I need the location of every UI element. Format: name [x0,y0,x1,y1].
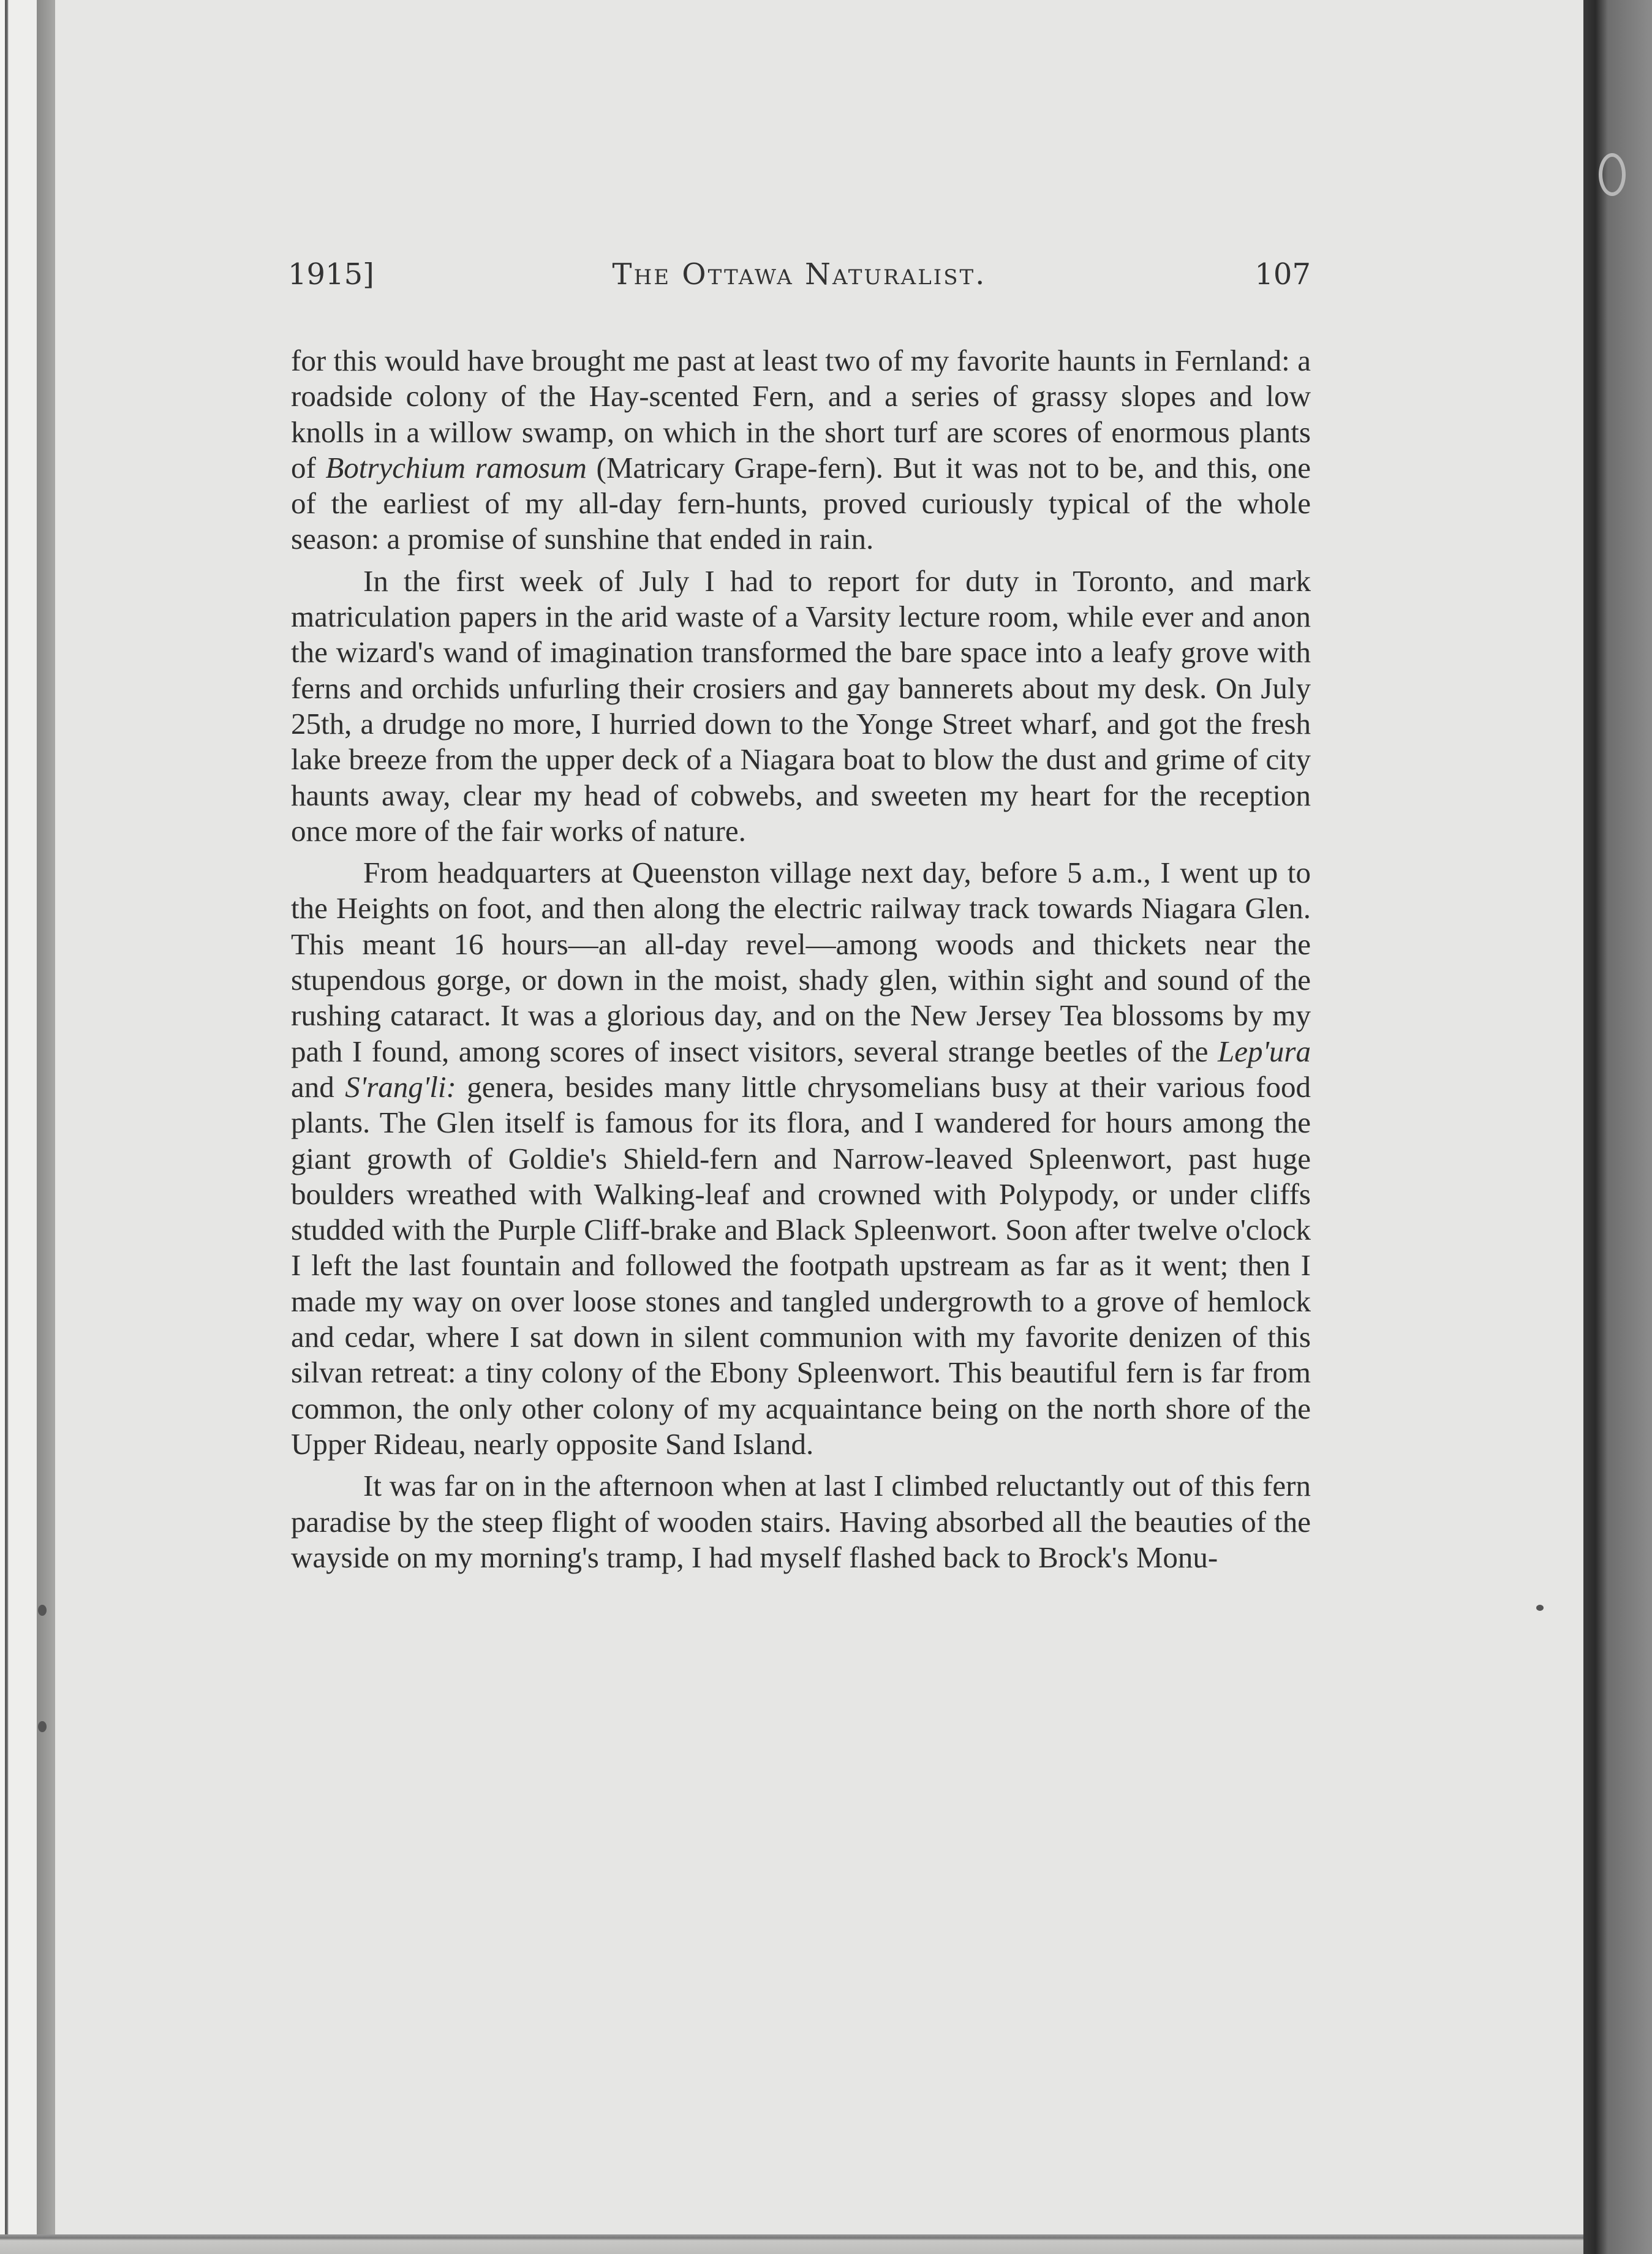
scan-background-edge [1583,0,1652,2254]
paragraph-text: In the first week of July I had to report for duty in Toronto, and mark matriculation papers in the arid waste of a Varsity lecture room, while ever and anon the wizard's wand of imagination transformed the bare space into a leafy grove with ferns and orchids unfurling their crosiers and gay bannerets about my desk. On July 25th, a drudge no more, I hurried down to the Yonge Street wharf, and got the fresh lake breeze from the upper deck of a Niagara boat to blow the dust and grime of city haunts away, clear my head of cobwebs, and sweeten my heart for the reception once more of the fair works of nature. [291,564,1311,848]
genus-name: S'rang'li: [345,1069,456,1104]
paragraph-text: for this would have brought me past at least two of my favorite haunts in Fernland: a roadside colony of the Hay-scented Fern, and a series of grassy slopes and low knolls in a willow swamp, on which in the short turf are scores of enormous plants of [291,344,1311,484]
paragraph-text: (Matricary Grape-fern). But it was not to be, and this, one of the earliest of my all-day fern-hunts, proved curiously typical of the whole season: a promise of sunshine that ended in rain. [291,450,1311,556]
page-binding-edge [0,0,55,2254]
binding-ring-mark [1599,153,1626,196]
page-bottom-edge [0,2234,1583,2254]
species-name: Botrychium ramosum [325,450,587,484]
scan-speck [38,1605,47,1616]
article-body [291,343,1311,1581]
running-header [288,257,1311,306]
paragraph [291,564,1311,849]
paragraph-text: and [291,1069,345,1104]
paragraph [291,855,1311,1462]
header-page-number: 107 [1254,257,1311,292]
paragraph-text: genera, besides many little chrysomelians busy at their various food plants. The Glen itself is famous for its flora, and I wandered for hours among the giant growth of Goldie's Shield-fern and Narrow-leaved Spleenwort, past huge boulders wreathed with Walking-leaf and crowned with Polypody, or under cliffs studded with the Purple Cliff-brake and Black Spleenwort. Soon after twelve o'clock I left the last fountain and followed the footpath upstream as far as it went; then I made my way on over loose stones and tangled undergrowth to a grove of hemlock and cedar, where I sat down in silent communion with my favorite denizen of this silvan retreat: a tiny colony of the Ebony Spleenwort. This beautiful fern is far from common, the only other colony of my acquaintance being on the north shore of the Upper Rideau, nearly opposite Sand Island. [291,1069,1311,1461]
paragraph-text: It was far on in the afternoon when at last I climbed reluctantly out of this fern paradise by the steep flight of wooden stairs. Having absorbed all the beauties of the wayside on my morning's tramp, I had myself flashed back to Brock's Monu- [291,1469,1311,1574]
paragraph-text: From headquarters at Queenston village next day, before 5 a.m., I went up to the Heights on foot, and then along the electric railway track towards Niagara Glen. This meant 16 hours—an all-day revel—among woods and thickets near the stupendous gorge, or down in the moist, shady glen, within sight and sound of the rushing cataract. It was a glorious day, and on the New Jersey Tea blossoms by my path I found, among scores of insect visitors, several strange beetles of the [291,856,1311,1068]
scan-speck [38,1721,47,1732]
paragraph [291,1468,1311,1575]
header-year: 1915] [288,257,374,292]
header-journal-title: The Ottawa Naturalist. [612,257,987,292]
scan-speck [1536,1605,1544,1611]
paragraph [291,343,1311,557]
genus-name: Lep'ura [1217,1034,1311,1068]
